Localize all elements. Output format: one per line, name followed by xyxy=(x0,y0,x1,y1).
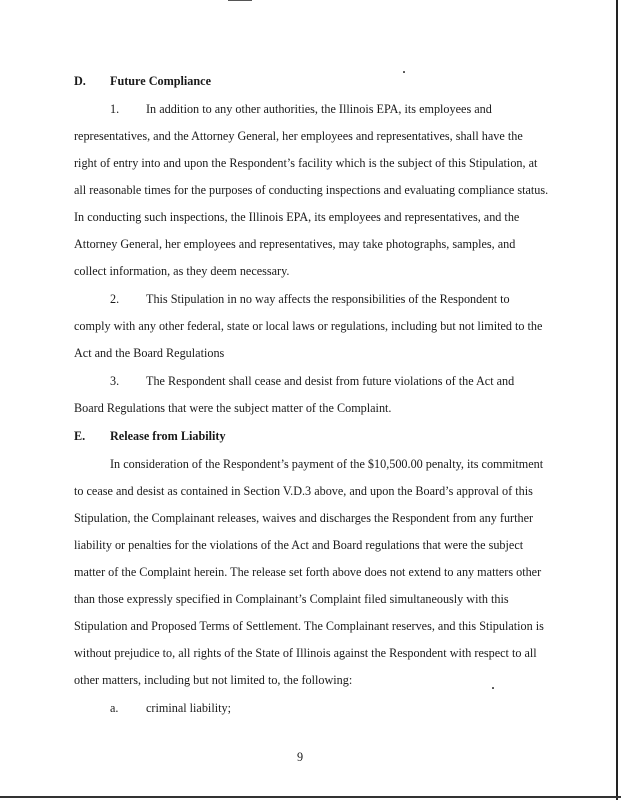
item-3-line: The Respondent shall cease and desist from future violations of the Act and xyxy=(146,374,515,388)
section-d-title: Future Compliance xyxy=(110,74,211,88)
section-e-line: than those expressly specified in Complainant’s Complaint filed simultaneously with this xyxy=(74,592,509,606)
item-1-line: In conducting such inspections, the Illinois EPA, its employees and representatives, and the xyxy=(74,210,520,224)
section-e-letter: E. xyxy=(74,429,86,443)
section-e-line: matter of the Complaint herein. The release set forth above does not extend to any matters other xyxy=(74,565,542,579)
section-e-line: other matters, including but not limited to, the following: xyxy=(74,673,353,687)
scan-speck xyxy=(492,687,494,689)
item-2-line: Act and the Board Regulations xyxy=(74,346,225,360)
section-e-line: In consideration of the Respondent’s payment of the $10,500.00 penalty, its commitment xyxy=(110,457,544,471)
scan-top-mark xyxy=(228,0,252,1)
section-e-title: Release from Liability xyxy=(110,429,226,443)
section-e-line: Stipulation and Proposed Terms of Settlement. The Complainant reserves, and this Stipulation is xyxy=(74,619,544,633)
scan-speck xyxy=(403,71,405,73)
item-1-line: In addition to any other authorities, the Illinois EPA, its employees and xyxy=(146,102,492,116)
item-2-line: This Stipulation in no way affects the responsibilities of the Respondent to xyxy=(146,292,510,306)
scan-bottom-edge xyxy=(0,796,621,798)
section-e-line: without prejudice to, all rights of the State of Illinois against the Respondent with respect to all xyxy=(74,646,537,660)
list-item-text: criminal liability; xyxy=(146,701,231,715)
item-1-line: representatives, and the Attorney General, her employees and representatives, shall have the xyxy=(74,129,523,143)
scan-right-edge xyxy=(616,0,618,800)
item-3-line: Board Regulations that were the subject matter of the Complaint. xyxy=(74,401,392,415)
section-d-letter: D. xyxy=(74,74,86,88)
list-item-marker: a. xyxy=(110,701,119,715)
item-1-line: right of entry into and upon the Respondent’s facility which is the subject of this Stipulation, at xyxy=(74,156,538,170)
item-1-line: all reasonable times for the purposes of conducting inspections and evaluating compliance status. xyxy=(74,183,549,197)
item-1-line: Attorney General, her employees and representatives, may take photographs, samples, and xyxy=(74,237,516,251)
item-1-number: 1. xyxy=(110,102,120,116)
page-number: 9 xyxy=(297,750,304,764)
item-2-number: 2. xyxy=(110,292,120,306)
item-3-number: 3. xyxy=(110,374,120,388)
section-e-line: Stipulation, the Complainant releases, waives and discharges the Respondent from any further xyxy=(74,511,534,525)
item-2-line: comply with any other federal, state or local laws or regulations, including but not limited to the xyxy=(74,319,543,333)
section-e-line: liability or penalties for the violations of the Act and Board regulations that were the subject xyxy=(74,538,524,552)
section-e-line: to cease and desist as contained in Section V.D.3 above, and upon the Board’s approval of this xyxy=(74,484,533,498)
item-1-line: collect information, as they deem necessary. xyxy=(74,264,290,278)
